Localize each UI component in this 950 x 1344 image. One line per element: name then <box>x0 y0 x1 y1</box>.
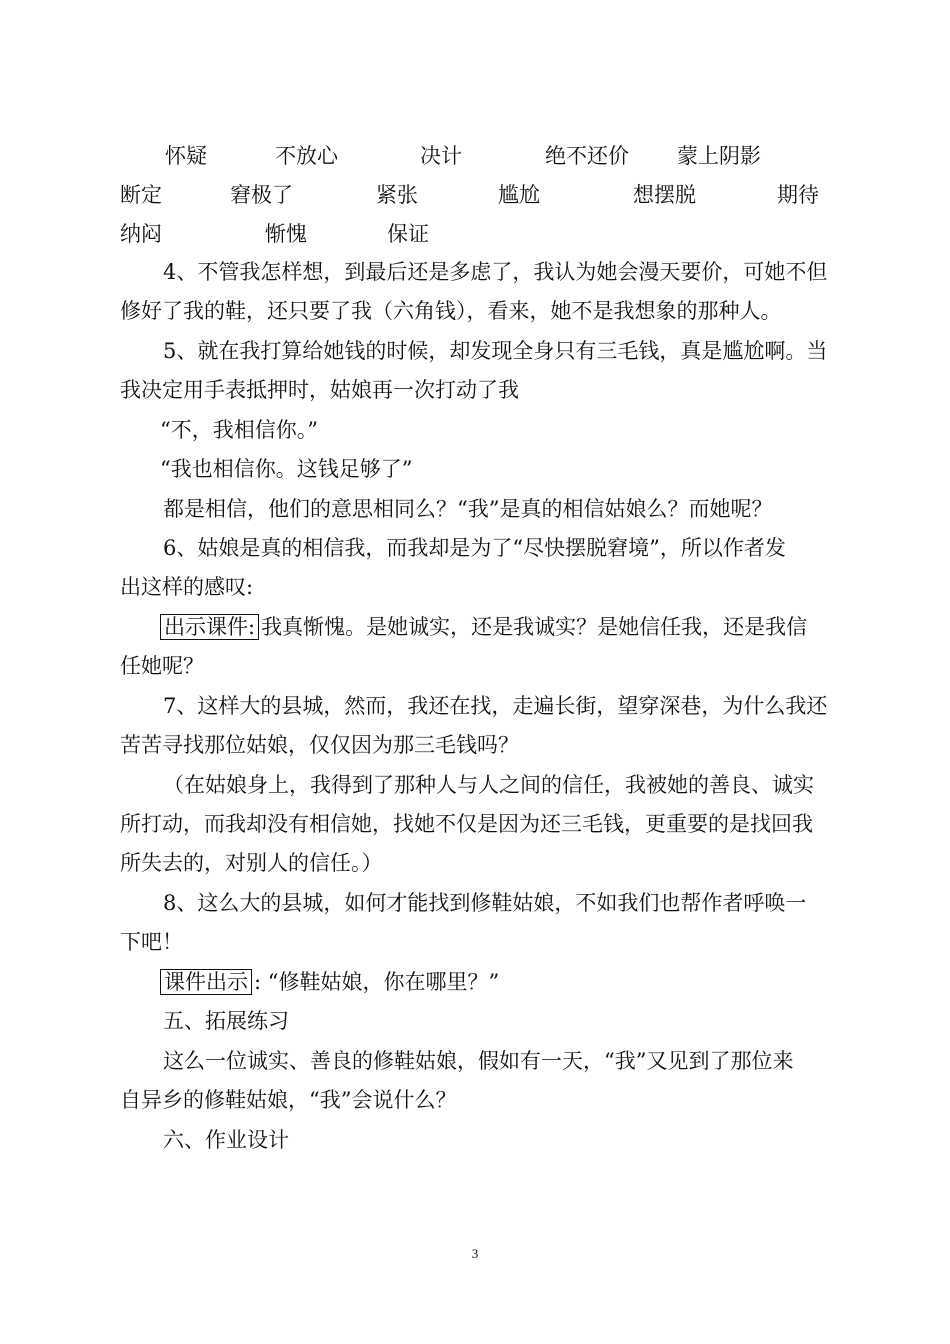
vocab-word: 不放心 <box>275 144 338 168</box>
answer-line-3: 所失去的，对别人的信任。） <box>120 851 383 875</box>
vocab-word: 蒙上阴影 <box>677 144 761 168</box>
section-heading-6: 六、作业设计 <box>163 1128 289 1152</box>
courseware-line-1 <box>160 612 837 642</box>
vocab-word: 想摆脱 <box>633 183 696 207</box>
vocab-word: 惭愧 <box>265 222 307 246</box>
answer-line-2: 所打动，而我却没有相信她，找她不仅是因为还三毛钱，更重要的是找回我 <box>120 812 813 836</box>
courseware-display-label: 课件出示 <box>160 969 252 995</box>
courseware-label: 出示课件: <box>160 614 259 640</box>
question-line: 都是相信，他们的意思相同么？“我”是真的相信姑娘么？而她呢？ <box>163 497 773 521</box>
paragraph-7-line-2: 苦苦寻找那位姑娘，仅仅因为那三毛钱吗？ <box>120 733 519 757</box>
vocab-word: 窘极了 <box>230 183 293 207</box>
paragraph-4-line-2: 修好了我的鞋，还只要了我（六角钱），看来，她不是我想象的那种人。 <box>120 299 782 323</box>
vocab-word: 断定 <box>120 183 162 207</box>
paragraph-8-line-2: 下吧！ <box>120 930 183 954</box>
vocab-word: 怀疑 <box>165 144 207 168</box>
courseware-display-line <box>160 967 837 997</box>
vocab-word: 决计 <box>420 144 462 168</box>
quote-line: “我也相信你。这钱足够了” <box>160 457 413 481</box>
vocab-word: 纳闷 <box>120 222 162 246</box>
vocab-word: 紧张 <box>376 183 418 207</box>
vocab-word: 保证 <box>387 222 429 246</box>
courseware-line-2: 任她呢？ <box>120 654 204 678</box>
vocab-word: 绝不还价 <box>545 144 629 168</box>
extension-line-1: 这么一位诚实、善良的修鞋姑娘，假如有一天，“我”又见到了那位来 <box>163 1049 794 1073</box>
paragraph-6-line-1: 6、姑娘是真的相信我，而我却是为了“尽快摆脱窘境”，所以作者发 <box>163 536 786 560</box>
vocab-word: 期待 <box>777 183 819 207</box>
courseware-text: 我真惭愧。是她诚实，还是我诚实？是她信任我，还是我信 <box>261 615 808 639</box>
extension-line-2: 自异乡的修鞋姑娘，“我”会说什么？ <box>120 1088 457 1112</box>
paragraph-5-line-1: 5、就在我打算给她钱的时候，却发现全身只有三毛钱，真是尴尬啊。当 <box>163 339 828 363</box>
paragraph-4-line-1: 4、不管我怎样想，到最后还是多虑了，我认为她会漫天要价，可她不但 <box>163 260 828 284</box>
quote-line: “不，我相信你。” <box>160 418 318 442</box>
paragraph-6-line-2: 出这样的感叹: <box>120 575 254 599</box>
paragraph-7-line-1: 7、这样大的县城，然而，我还在找，走遍长街，望穿深巷，为什么我还 <box>163 694 828 718</box>
section-heading-5: 五、拓展练习 <box>163 1009 289 1033</box>
page-number: 3 <box>471 1246 479 1261</box>
answer-line-1: （在姑娘身上，我得到了那种人与人之间的信任，我被她的善良、诚实 <box>163 773 814 797</box>
courseware-display-text: : “修鞋姑娘，你在哪里？” <box>254 970 500 994</box>
paragraph-5-line-2: 我决定用手表抵押时，姑娘再一次打动了我 <box>120 378 519 402</box>
paragraph-8-line-1: 8、这么大的县城，如何才能找到修鞋姑娘，不如我们也帮作者呼唤一 <box>163 891 807 915</box>
vocab-word: 尴尬 <box>498 183 540 207</box>
